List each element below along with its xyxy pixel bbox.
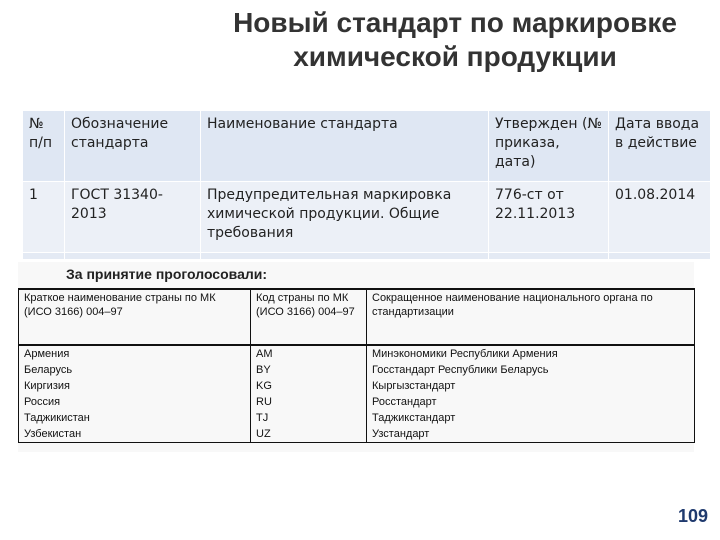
cell-approved: 776-ст от 22.11.2013 (489, 182, 609, 253)
voting-heading: За принятие проголосовали: (66, 266, 268, 282)
voting-country: Узбекистан (19, 426, 251, 443)
voting-country: Таджикистан (19, 410, 251, 426)
voting-body: Росстандарт (367, 394, 695, 410)
table-row (23, 182, 711, 253)
voting-code: RU (251, 394, 367, 410)
header-cell-number: № п/п (23, 111, 65, 182)
voting-header-body: Сокращенное наименование национального органа по стандартизации (367, 289, 695, 345)
header-cell-designation: Обозначение стандарта (65, 111, 201, 182)
table-row (19, 378, 695, 394)
voting-code: BY (251, 362, 367, 378)
cell-number: 1 (23, 182, 65, 253)
voting-body: Узстандарт (367, 426, 695, 443)
voting-header-country: Краткое наименование страны по МК (ИСО 3166) 004–97 (19, 289, 251, 345)
table-stub-row (23, 253, 711, 260)
voting-code: KG (251, 378, 367, 394)
table-row (19, 362, 695, 378)
slide-title (205, 6, 705, 74)
voting-code: AM (251, 345, 367, 362)
standards-table (22, 110, 711, 260)
voting-body: Минэкономики Республики Армения (367, 345, 695, 362)
voting-table (18, 288, 695, 443)
page-number: 109 (677, 506, 708, 526)
scanned-voting-fragment (18, 262, 694, 452)
table-row (19, 426, 695, 443)
header-cell-effective-date: Дата ввода в действие (609, 111, 711, 182)
slide-title-line1: Новый стандарт по маркировке (233, 7, 677, 38)
voting-country: Беларусь (19, 362, 251, 378)
voting-country: Киргизия (19, 378, 251, 394)
header-cell-name: Наименование стандарта (201, 111, 489, 182)
slide-title-line2: химической продукции (293, 41, 617, 72)
standards-header-row (23, 111, 711, 182)
table-row (19, 394, 695, 410)
voting-code: TJ (251, 410, 367, 426)
table-row (19, 410, 695, 426)
header-cell-approved: Утвержден (№ приказа, дата) (489, 111, 609, 182)
voting-body: Кыргызстандарт (367, 378, 695, 394)
voting-code: UZ (251, 426, 367, 443)
voting-body: Таджикстандарт (367, 410, 695, 426)
voting-country: Армения (19, 345, 251, 362)
table-row (19, 345, 695, 362)
cell-effective-date: 01.08.2014 (609, 182, 711, 253)
cell-name: Предупредительная маркировка химической продукции. Общие требования (201, 182, 489, 253)
voting-body: Госстандарт Республики Беларусь (367, 362, 695, 378)
voting-header-row (19, 289, 695, 345)
cell-designation: ГОСТ 31340-2013 (65, 182, 201, 253)
voting-country: Россия (19, 394, 251, 410)
voting-header-code: Код страны по МК (ИСО 3166) 004–97 (251, 289, 367, 345)
